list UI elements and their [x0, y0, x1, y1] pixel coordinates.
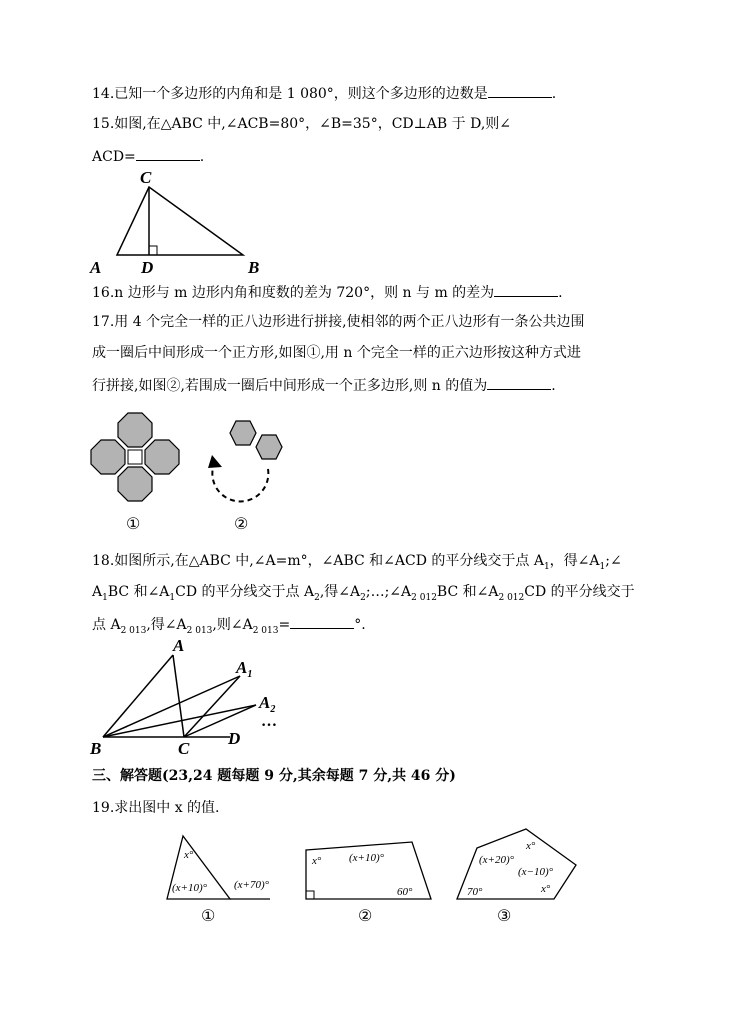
- fig19-label-2: ②: [358, 908, 373, 925]
- fig1-left-angle: (x+10)°: [172, 882, 208, 894]
- q18-l2-f: BC 和∠A: [436, 584, 499, 600]
- label-d: D: [141, 258, 154, 277]
- question-19: 19.求出图中 x 的值.: [92, 800, 220, 816]
- question-17-period: .: [551, 378, 556, 394]
- q18-l2-d-sub: 2: [360, 592, 366, 603]
- label-d: D: [228, 729, 241, 748]
- label-a2-main: A: [259, 693, 271, 712]
- q18-l3-tail: °.: [354, 617, 366, 633]
- figure-17-label-1: ①: [126, 516, 141, 533]
- question-15-period: .: [199, 149, 205, 165]
- label-a2-sub: 2: [270, 704, 276, 715]
- label-a1-main: A: [236, 658, 248, 677]
- question-15-line-1: 15.如图,在△ABC 中,∠ACB=80°，∠B=35°，CD⊥AB 于 D,则∠: [92, 116, 512, 132]
- fig3-br-angle: x°: [541, 883, 551, 895]
- q18-l2-b-sub: 1: [169, 592, 176, 603]
- question-14-text: 14.已知一个多边形的内角和是 1 080°，则这个多边形的边数是: [92, 86, 488, 102]
- label-c: C: [140, 168, 152, 187]
- q18-l1-sub: 1: [543, 561, 550, 572]
- label-dots: …: [261, 713, 277, 730]
- q18-l3-b: ,得∠A: [146, 617, 187, 633]
- label-a1-sub: 1: [247, 669, 253, 680]
- label-c: C: [178, 739, 190, 758]
- q18-l2-f-sub: 2 012: [498, 592, 525, 603]
- question-16-text: 16.n 边形与 m 边形内角和度数的差为 720°，则 n 与 m 的差为: [92, 285, 495, 301]
- q18-l3-c-sub: 2 013: [252, 625, 279, 636]
- fig1-top-angle: x°: [184, 849, 194, 861]
- q18-l2-a: A: [92, 584, 103, 600]
- q18-l1: 18.如图所示,在△ABC 中,∠A=m°，∠ABC 和∠ACD 的平分线交于点 A: [92, 553, 544, 569]
- q18-l1-sub2: 1: [599, 561, 606, 572]
- q18-l2-b: BC 和∠A: [107, 584, 170, 600]
- question-17-line-3-text: 行拼接,如图②,若围成一圈后中间形成一个正多边形,则 n 的值为: [92, 378, 488, 394]
- q18-l3-c: ,则∠A: [212, 617, 253, 633]
- fig3-top-angle: x°: [526, 840, 536, 852]
- fig1-exterior-angle: (x+70)°: [234, 879, 270, 891]
- q18-l2-e-sub: 2 012: [411, 592, 437, 603]
- fig3-left-angle: (x+20)°: [479, 854, 515, 866]
- fig3-right-angle: (x−10)°: [518, 866, 554, 878]
- fig2-right-angle: [306, 891, 314, 899]
- question-14-period: .: [551, 86, 557, 102]
- section-3-title: 三、解答题(23,24 题每题 9 分,其余每题 7 分,共 46 分): [92, 768, 456, 784]
- q18-l3-d: =: [278, 617, 291, 633]
- q18-l3-a: 点 A: [92, 617, 121, 633]
- q18-l2-c: CD 的平分线交于点 A: [175, 584, 315, 600]
- label-a: A: [173, 636, 185, 655]
- q18-l2-a-sub: 1: [102, 592, 108, 603]
- q18-l3-a-sub: 2 013: [120, 625, 147, 636]
- question-17-line-1: 17.用 4 个完全一样的正八边形进行拼接,使相邻的两个正八边形有一条公共边围: [92, 314, 585, 330]
- question-16-period: .: [558, 285, 563, 301]
- label-a: A: [90, 258, 102, 277]
- fig2-br-angle: 60°: [397, 886, 413, 898]
- q18-l3-b-sub: 2 013: [186, 625, 213, 636]
- figure-17-label-2: ②: [234, 516, 249, 533]
- q18-l2-e: ;…;∠A: [365, 584, 412, 600]
- fig2-top-angle: (x+10)°: [349, 852, 385, 864]
- fig2-tl-angle: x°: [312, 855, 322, 867]
- fig3-bl-angle: 70°: [467, 886, 483, 898]
- question-15-acd: ACD=: [92, 149, 136, 165]
- q18-l1-end: ;∠: [605, 553, 622, 569]
- label-b: B: [248, 258, 260, 277]
- fig19-label-3: ③: [497, 908, 512, 925]
- label-b: B: [90, 739, 102, 758]
- q18-l1-tail: ，得∠A: [549, 553, 600, 569]
- fig19-label-1: ①: [201, 908, 216, 925]
- q18-l2-c-sub: 2: [314, 592, 320, 603]
- q18-l2-g: CD 的平分线交于: [524, 584, 635, 600]
- q18-l2-d: ,得∠A: [319, 584, 361, 600]
- question-17-line-2: 成一圈后中间形成一个正方形,如图①,用 n 个完全一样的正六边形按这种方式进: [92, 345, 581, 361]
